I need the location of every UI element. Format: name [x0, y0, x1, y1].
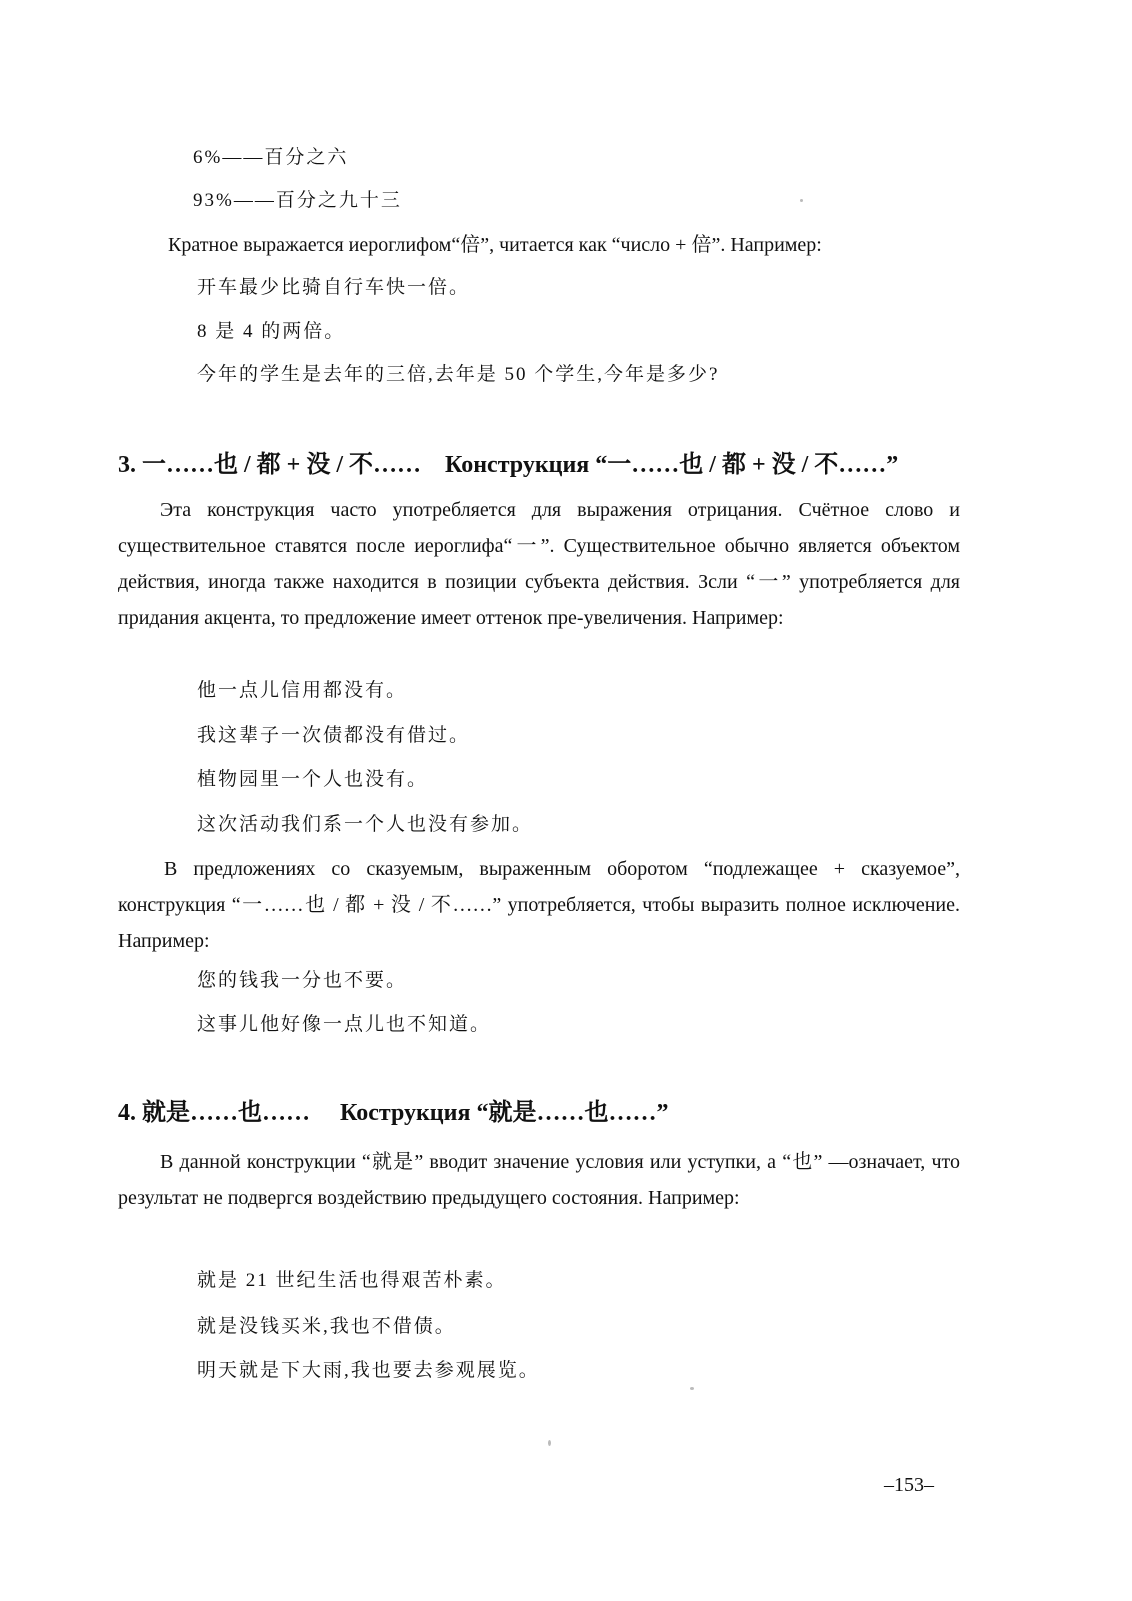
example-line: 植物园里一个人也没有。 — [197, 769, 429, 790]
paragraph: В данной конструкции “就是” вводит значение условия или уступки, а “也” —означает, что результат не подвергся воздействию предыдущего состояния. Например: — [118, 1151, 960, 1209]
heading-russian: Кострукция “就是……也……” — [340, 1100, 669, 1126]
section-heading-4 — [118, 1096, 668, 1130]
example-line: 这事儿他好像一点儿也不知道。 — [197, 1014, 492, 1035]
scan-speck — [690, 1387, 694, 1390]
example-line: 6%——百分之六 — [193, 147, 349, 168]
example-line: 您的钱我一分也不要。 — [197, 970, 408, 991]
paragraph: Эта конструкция часто употребляется для выражения отрицания. Счётное слово и существительное ставятся после иероглифа“一”. Существительное обычно является объектом действия, иногда также находится в позиции субъекта действия. Зсли “一” употребляется для придания акцента, то предложение имеет оттенок пре-увеличения. Например: — [118, 499, 960, 629]
example-line: 就是 21 世纪生活也得艰苦朴素。 — [197, 1270, 507, 1291]
heading-chinese: 3. 一……也 / 都 + 没 / 不…… — [118, 452, 422, 478]
example-line: 明天就是下大雨,我也要去参观展览。 — [197, 1360, 540, 1381]
heading-russian: Конструкция “一……也 / 都 + 没 / 不……” — [445, 452, 899, 478]
example-line: 就是没钱买米,我也不借债。 — [197, 1316, 456, 1337]
heading-chinese: 4. 就是……也…… — [118, 1100, 310, 1126]
multiple-intro: Кратное выражается иероглифом“倍”, читается как “число + 倍”. Например: — [168, 234, 822, 256]
example-line: 93%——百分之九十三 — [193, 190, 402, 211]
page-number: –153– — [884, 1474, 934, 1496]
example-line: 他一点儿信用都没有。 — [197, 680, 408, 701]
scan-speck — [548, 1440, 551, 1446]
example-line: 8 是 4 的两倍。 — [197, 321, 346, 342]
section-heading-3 — [118, 448, 898, 482]
example-line: 我这辈子一次债都没有借过。 — [197, 725, 471, 746]
paragraph: В предложениях со сказуемым, выраженным оборотом “подлежащее + сказуемое”, конструкция “一……也 / 都 + 没 / 不……” употребляется, чтобы выразить полное исключение. Например: — [118, 858, 960, 952]
example-line: 今年的学生是去年的三倍,去年是 50 个学生,今年是多少? — [197, 364, 720, 385]
scan-speck — [800, 199, 803, 202]
example-line: 这次活动我们系一个人也没有参加。 — [197, 814, 534, 835]
example-line: 开车最少比骑自行车快一倍。 — [197, 277, 471, 298]
